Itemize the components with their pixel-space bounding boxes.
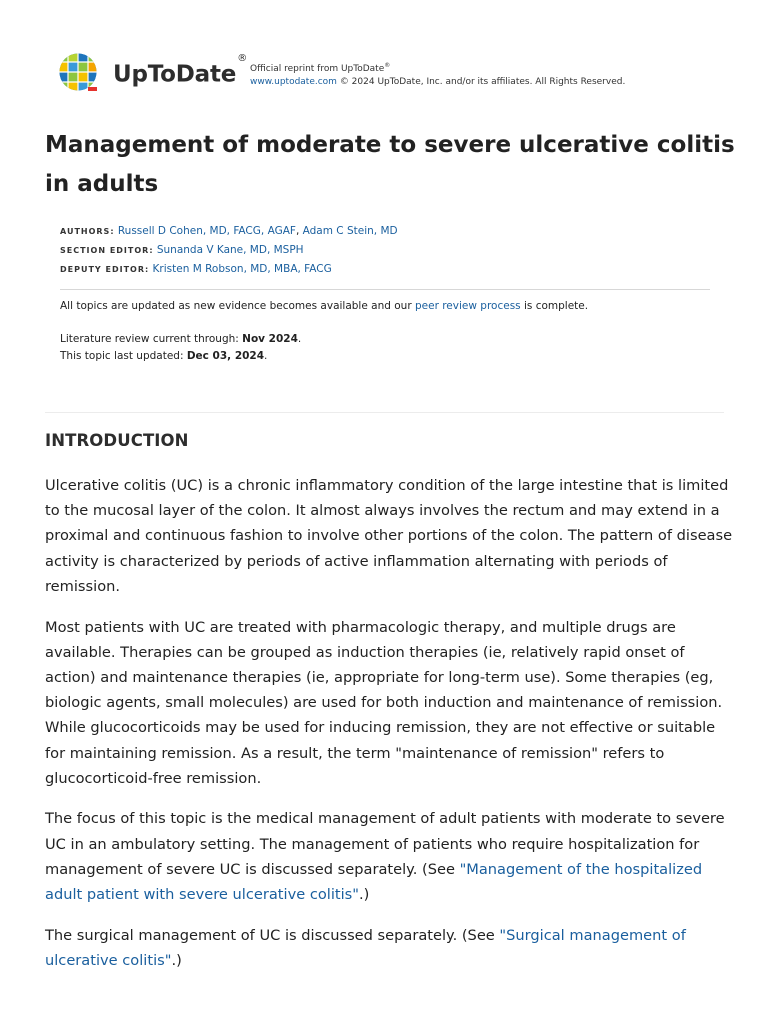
authors-label: AUTHORS:	[60, 227, 115, 236]
last-updated-date: Dec 03, 2024	[186, 350, 265, 362]
author-link[interactable]: Russell D Cohen, MD, FACG, AGAF	[117, 225, 296, 237]
hospitalized-uc-topic-link[interactable]: "Management of the hospitalized adult patient with severe ulcerative colitis"	[45, 860, 703, 904]
deputy-editor-row	[60, 260, 398, 279]
surgical-management-topic-link[interactable]: "Surgical management of ulcerative colitis"	[45, 926, 686, 969]
last-updated-line: This topic last updated: Dec 03, 2024.	[60, 350, 268, 362]
introduction-body	[45, 473, 735, 989]
section-heading-introduction: INTRODUCTION	[45, 431, 189, 450]
authors-row: AUTHORS: Russell D Cohen, MD, FACG, AGAF, Adam C Stein, MD	[60, 225, 398, 237]
literature-review-date: Nov 2024	[242, 333, 298, 345]
brand-name: UpToDate®	[113, 53, 247, 88]
deputy-editor-link[interactable]: Kristen M Robson, MD, MBA, FACG	[152, 263, 332, 275]
section-editor-row	[60, 241, 398, 260]
deputy-editor-label: DEPUTY EDITOR:	[60, 265, 150, 274]
review-dates	[60, 331, 301, 365]
page-title: Management of moderate to severe ulcerative colitis in adults	[45, 132, 735, 197]
paragraph: Most patients with UC are treated with pharmacologic therapy, and multiple drugs are available. Therapies can be grouped as induction therapies (ie, relatively rapid onset of action) and maintenance therapies (ie, appropriate for long-term use). Some therapies (eg, biologic agents, small molecules) are used for both induction and maintenance of remission. While glucocorticoids may be used for inducing remission, they are not effective or suitable for maintaining remission. As a result, the term "maintenance of remission" refers to glucocorticoid-free remission.	[45, 618, 723, 787]
paragraph: Ulcerative colitis (UC) is a chronic inflammatory condition of the large intestine that is limited to the mucosal layer of the colon. It almost always involves the rectum and may extend in a proximal and continuous fashion to involve other portions of the colon. The pattern of disease activity is characterized by periods of active inflammation alternating with periods of remission.	[45, 477, 733, 595]
divider	[60, 289, 710, 290]
contributors	[60, 222, 398, 279]
paragraph: The surgical management of UC is discussed separately. (See "Surgical management of ulcerative colitis".)	[45, 926, 686, 969]
reprint-notice: Official reprint from UpToDate® www.uptodate.com © 2024 UpToDate, Inc. and/or its affiliates. All Rights Reserved.	[250, 62, 626, 87]
header	[58, 52, 738, 94]
section-divider	[45, 412, 724, 413]
literature-review-line: Literature review current through: Nov 2024.	[60, 333, 302, 345]
section-editor-link[interactable]: Sunanda V Kane, MD, MSPH	[156, 244, 304, 256]
paragraph: The focus of this topic is the medical management of adult patients with moderate to severe UC in an ambulatory setting. The management of patients who require hospitalization for management of severe UC is discussed separately. (See "Management of the hospitalized adult patient with severe ulcerative colitis".)	[45, 810, 725, 904]
copyright-text: © 2024 UpToDate, Inc. and/or its affiliates. All Rights Reserved.	[336, 77, 626, 87]
website-link[interactable]: www.uptodate.com	[250, 77, 337, 87]
peer-review-link[interactable]: peer review process	[414, 300, 521, 312]
author-link[interactable]: Adam C Stein, MD	[302, 225, 398, 237]
uptodate-logo-icon[interactable]	[58, 52, 98, 92]
section-editor-label: SECTION EDITOR:	[60, 246, 154, 255]
update-note: All topics are updated as new evidence becomes available and our peer review process is complete.	[60, 300, 589, 312]
